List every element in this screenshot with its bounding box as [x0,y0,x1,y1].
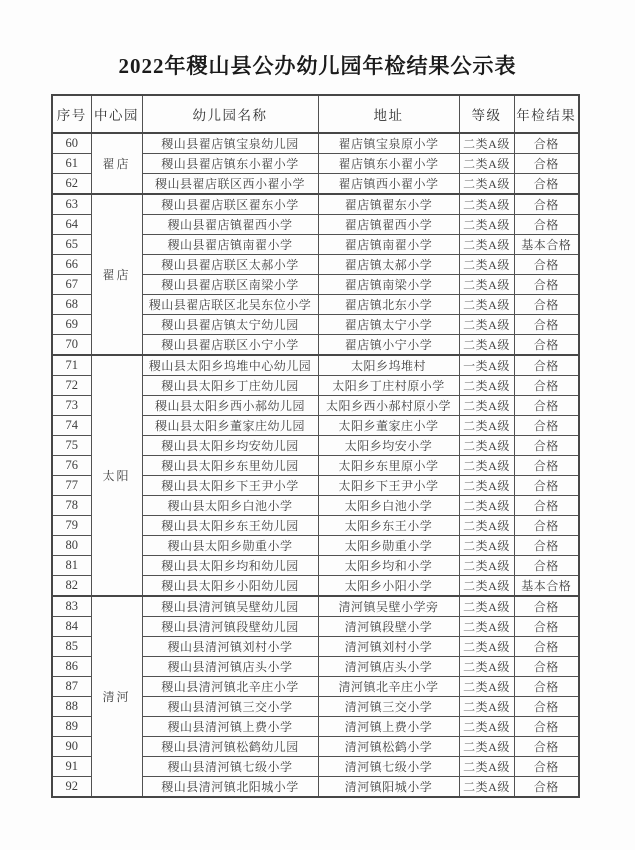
address-cell: 太阳乡坞堆村 [318,355,459,376]
seq-cell: 90 [52,737,91,757]
seq-cell: 67 [52,275,91,295]
grade-cell: 二类A级 [459,757,514,777]
inspection-result-cell: 合格 [514,376,579,396]
address-cell: 翟店镇南梁小学 [318,275,459,295]
col-header-seq: 序号 [52,95,91,133]
kindergarten-name-cell: 稷山县清河镇店头小学 [142,657,318,677]
center-garden-cell: 太阳 [91,355,142,596]
kindergarten-name-cell: 稷山县太阳乡小阳幼儿园 [142,576,318,597]
kindergarten-name-cell: 稷山县太阳乡丁庄幼儿园 [142,376,318,396]
seq-cell: 84 [52,617,91,637]
inspection-result-cell: 合格 [514,516,579,536]
address-cell: 太阳乡勋重小学 [318,536,459,556]
grade-cell: 二类A级 [459,194,514,215]
col-header-name: 幼儿园名称 [142,95,318,133]
seq-cell: 81 [52,556,91,576]
inspection-result-cell: 合格 [514,476,579,496]
address-cell: 清河镇段壁小学 [318,617,459,637]
inspection-result-cell: 合格 [514,255,579,275]
kindergarten-name-cell: 稷山县清河镇段壁幼儿园 [142,617,318,637]
seq-cell: 72 [52,376,91,396]
address-cell: 太阳乡东王小学 [318,516,459,536]
seq-cell: 83 [52,596,91,617]
kindergarten-name-cell: 稷山县清河镇七级小学 [142,757,318,777]
kindergarten-name-cell: 稷山县太阳乡下王尹小学 [142,476,318,496]
center-garden-cell: 翟店 [91,194,142,355]
kindergarten-name-cell: 稷山县太阳乡均安幼儿园 [142,436,318,456]
kindergarten-name-cell: 稷山县太阳乡东王幼儿园 [142,516,318,536]
address-cell: 清河镇店头小学 [318,657,459,677]
kindergarten-name-cell: 稷山县太阳乡董家庄幼儿园 [142,416,318,436]
table-row [52,355,579,376]
seq-cell: 64 [52,215,91,235]
address-cell: 翟店镇翟东小学 [318,194,459,215]
seq-cell: 91 [52,757,91,777]
inspection-result-cell: 基本合格 [514,235,579,255]
inspection-result-cell: 合格 [514,677,579,697]
inspection-result-cell: 合格 [514,315,579,335]
grade-cell: 二类A级 [459,657,514,677]
inspection-result-cell: 合格 [514,717,579,737]
grade-cell: 二类A级 [459,376,514,396]
address-cell: 翟店镇东小翟小学 [318,154,459,174]
inspection-result-cell: 合格 [514,637,579,657]
seq-cell: 77 [52,476,91,496]
inspection-result-cell: 合格 [514,757,579,777]
grade-cell: 二类A级 [459,335,514,356]
kindergarten-name-cell: 稷山县太阳乡坞堆中心幼儿园 [142,355,318,376]
inspection-result-cell: 合格 [514,617,579,637]
seq-cell: 60 [52,133,91,154]
grade-cell: 二类A级 [459,576,514,597]
address-cell: 太阳乡小阳小学 [318,576,459,597]
grade-cell: 二类A级 [459,637,514,657]
inspection-result-cell: 合格 [514,436,579,456]
grade-cell: 二类A级 [459,556,514,576]
address-cell: 太阳乡西小郝村原小学 [318,396,459,416]
seq-cell: 61 [52,154,91,174]
center-garden-cell: 翟店 [91,133,142,194]
kindergarten-name-cell: 稷山县清河镇北阳城小学 [142,777,318,798]
inspection-result-cell: 合格 [514,536,579,556]
seq-cell: 66 [52,255,91,275]
kindergarten-name-cell: 稷山县清河镇三交小学 [142,697,318,717]
kindergarten-name-cell: 稷山县清河镇刘村小学 [142,637,318,657]
grade-cell: 二类A级 [459,617,514,637]
grade-cell: 二类A级 [459,315,514,335]
seq-cell: 68 [52,295,91,315]
inspection-result-cell: 合格 [514,697,579,717]
grade-cell: 二类A级 [459,154,514,174]
grade-cell: 二类A级 [459,496,514,516]
kindergarten-name-cell: 稷山县太阳乡白池小学 [142,496,318,516]
seq-cell: 71 [52,355,91,376]
seq-cell: 79 [52,516,91,536]
kindergarten-name-cell: 稷山县太阳乡东里幼儿园 [142,456,318,476]
address-cell: 清河镇吴壁小学旁 [318,596,459,617]
inspection-result-cell: 合格 [514,295,579,315]
grade-cell: 一类A级 [459,355,514,376]
address-cell: 太阳乡均安小学 [318,436,459,456]
seq-cell: 88 [52,697,91,717]
inspection-result-cell: 合格 [514,335,579,356]
seq-cell: 76 [52,456,91,476]
kindergarten-name-cell: 稷山县清河镇北辛庄小学 [142,677,318,697]
grade-cell: 二类A级 [459,133,514,154]
grade-cell: 二类A级 [459,777,514,798]
address-cell: 太阳乡下王尹小学 [318,476,459,496]
address-cell: 太阳乡董家庄小学 [318,416,459,436]
inspection-result-cell: 合格 [514,777,579,798]
kindergarten-name-cell: 稷山县太阳乡西小郝幼儿园 [142,396,318,416]
inspection-result-cell: 合格 [514,154,579,174]
address-cell: 清河镇三交小学 [318,697,459,717]
seq-cell: 80 [52,536,91,556]
seq-cell: 87 [52,677,91,697]
seq-cell: 69 [52,315,91,335]
grade-cell: 二类A级 [459,174,514,195]
seq-cell: 82 [52,576,91,597]
seq-cell: 62 [52,174,91,195]
table-row [52,596,579,617]
address-cell: 翟店镇小宁小学 [318,335,459,356]
kindergarten-name-cell: 稷山县翟店镇翟西小学 [142,215,318,235]
seq-cell: 74 [52,416,91,436]
address-cell: 清河镇阳城小学 [318,777,459,798]
seq-cell: 70 [52,335,91,356]
kindergarten-name-cell: 稷山县翟店镇太宁幼儿园 [142,315,318,335]
kindergarten-name-cell: 稷山县太阳乡勋重小学 [142,536,318,556]
inspection-result-cell: 合格 [514,596,579,617]
address-cell: 翟店镇宝泉原小学 [318,133,459,154]
seq-cell: 78 [52,496,91,516]
address-cell: 太阳乡均和小学 [318,556,459,576]
col-header-center: 中心园 [91,95,142,133]
grade-cell: 二类A级 [459,215,514,235]
grade-cell: 二类A级 [459,275,514,295]
kindergarten-name-cell: 稷山县清河镇松鹤幼儿园 [142,737,318,757]
table-row [52,194,579,215]
grade-cell: 二类A级 [459,295,514,315]
inspection-result-cell: 合格 [514,355,579,376]
address-cell: 清河镇松鹤小学 [318,737,459,757]
inspection-result-cell: 合格 [514,215,579,235]
grade-cell: 二类A级 [459,436,514,456]
grade-cell: 二类A级 [459,235,514,255]
table-row [52,133,579,154]
grade-cell: 二类A级 [459,677,514,697]
inspection-result-cell: 合格 [514,174,579,195]
inspection-result-cell: 合格 [514,657,579,677]
kindergarten-name-cell: 稷山县清河镇吴壁幼儿园 [142,596,318,617]
address-cell: 翟店镇太郝小学 [318,255,459,275]
address-cell: 太阳乡白池小学 [318,496,459,516]
kindergarten-name-cell: 稷山县翟店镇南翟小学 [142,235,318,255]
grade-cell: 二类A级 [459,456,514,476]
kindergarten-name-cell: 稷山县翟店联区北吴东位小学 [142,295,318,315]
seq-cell: 63 [52,194,91,215]
inspection-result-cell: 基本合格 [514,576,579,597]
address-cell: 清河镇刘村小学 [318,637,459,657]
seq-cell: 73 [52,396,91,416]
grade-cell: 二类A级 [459,596,514,617]
address-cell: 翟店镇翟西小学 [318,215,459,235]
page-title: 2022年稷山县公办幼儿园年检结果公示表 [118,54,517,78]
address-cell: 清河镇上费小学 [318,717,459,737]
address-cell: 翟店镇太宁小学 [318,315,459,335]
kindergarten-name-cell: 稷山县翟店镇宝泉幼儿园 [142,133,318,154]
inspection-results-table [51,94,580,798]
inspection-result-cell: 合格 [514,456,579,476]
address-cell: 翟店镇北东小学 [318,295,459,315]
kindergarten-name-cell: 稷山县翟店联区小宁小学 [142,335,318,356]
seq-cell: 86 [52,657,91,677]
kindergarten-name-cell: 稷山县翟店镇东小翟小学 [142,154,318,174]
grade-cell: 二类A级 [459,536,514,556]
inspection-result-cell: 合格 [514,737,579,757]
table-header-row [52,95,579,133]
col-header-address: 地址 [318,95,459,133]
seq-cell: 65 [52,235,91,255]
address-cell: 太阳乡丁庄村原小学 [318,376,459,396]
inspection-result-cell: 合格 [514,194,579,215]
col-header-grade: 等级 [459,95,514,133]
kindergarten-name-cell: 稷山县翟店联区西小翟小学 [142,174,318,195]
address-cell: 太阳乡东里原小学 [318,456,459,476]
grade-cell: 二类A级 [459,416,514,436]
address-cell: 清河镇七级小学 [318,757,459,777]
grade-cell: 二类A级 [459,737,514,757]
inspection-result-cell: 合格 [514,396,579,416]
kindergarten-name-cell: 稷山县清河镇上费小学 [142,717,318,737]
inspection-result-cell: 合格 [514,496,579,516]
address-cell: 翟店镇南翟小学 [318,235,459,255]
grade-cell: 二类A级 [459,255,514,275]
grade-cell: 二类A级 [459,476,514,496]
address-cell: 翟店镇西小翟小学 [318,174,459,195]
kindergarten-name-cell: 稷山县翟店联区太郝小学 [142,255,318,275]
kindergarten-name-cell: 稷山县太阳乡均和幼儿园 [142,556,318,576]
grade-cell: 二类A级 [459,717,514,737]
inspection-result-cell: 合格 [514,133,579,154]
grade-cell: 二类A级 [459,396,514,416]
center-garden-cell: 清河 [91,596,142,797]
seq-cell: 85 [52,637,91,657]
address-cell: 清河镇北辛庄小学 [318,677,459,697]
inspection-result-cell: 合格 [514,416,579,436]
seq-cell: 89 [52,717,91,737]
seq-cell: 92 [52,777,91,798]
inspection-result-cell: 合格 [514,275,579,295]
seq-cell: 75 [52,436,91,456]
inspection-result-cell: 合格 [514,556,579,576]
col-header-result: 年检结果 [514,95,579,133]
kindergarten-name-cell: 稷山县翟店联区翟东小学 [142,194,318,215]
grade-cell: 二类A级 [459,516,514,536]
grade-cell: 二类A级 [459,697,514,717]
kindergarten-name-cell: 稷山县翟店联区南梁小学 [142,275,318,295]
